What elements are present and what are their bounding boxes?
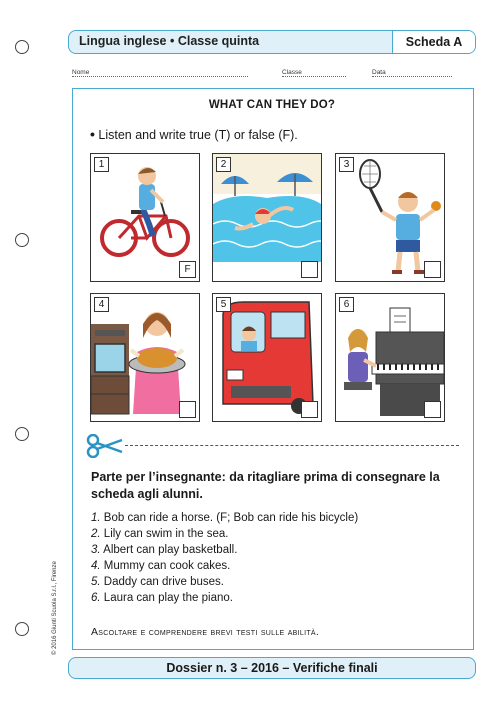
panel-number: 1	[94, 157, 109, 172]
picture-panel	[335, 153, 445, 282]
binder-hole	[15, 427, 29, 441]
date-label: Data	[372, 69, 386, 76]
binder-hole	[15, 233, 29, 247]
answer-box[interactable]	[424, 401, 441, 418]
binder-hole	[15, 40, 29, 54]
picture-panel	[90, 293, 200, 422]
picture-panel	[212, 153, 322, 282]
answer-box[interactable]	[301, 401, 318, 418]
answer-item	[91, 590, 358, 606]
panel-number: 5	[216, 297, 231, 312]
panel-number: 3	[339, 157, 354, 172]
picture-panel	[212, 293, 322, 422]
answer-text: Daddy can drive buses.	[103, 576, 224, 588]
answer-item	[91, 510, 358, 526]
date-field[interactable]	[372, 69, 452, 77]
answer-number: 1.	[91, 512, 101, 524]
bullet: •	[90, 126, 95, 142]
cut-line	[125, 445, 459, 446]
instruction-text: Listen and write true (T) or false (F).	[98, 128, 298, 142]
answer-text: Lily can swim in the sea.	[103, 528, 229, 540]
sheet-tag: Scheda A	[392, 31, 475, 53]
panel-number: 4	[94, 297, 109, 312]
answer-item	[91, 526, 358, 542]
answer-box[interactable]	[301, 261, 318, 278]
picture-panel	[335, 293, 445, 422]
answer-text: Albert can play basketball.	[103, 544, 238, 556]
instruction	[90, 126, 298, 142]
answer-number: 6.	[91, 592, 101, 604]
answer-text: Bob can ride a horse. (F; Bob can ride his bicycle)	[103, 512, 359, 524]
answer-item	[91, 558, 358, 574]
panel-number: 2	[216, 157, 231, 172]
name-label: Nome	[72, 69, 90, 76]
scissors-icon	[86, 434, 124, 458]
subject-label: Lingua inglese • Classe quinta	[79, 34, 260, 48]
footer-bar: Dossier n. 3 – 2016 – Verifiche finali	[68, 657, 476, 679]
answer-number: 4.	[91, 560, 101, 572]
answer-box[interactable]: F	[179, 261, 196, 278]
answer-key	[91, 510, 358, 606]
binder-hole	[15, 622, 29, 636]
copyright: © 2016 Giunti Scuola S.r.l., Firenze	[52, 561, 58, 655]
answer-number: 5.	[91, 576, 101, 588]
header-bar	[68, 30, 476, 54]
answer-box[interactable]	[424, 261, 441, 278]
answer-item	[91, 574, 358, 590]
name-field[interactable]	[72, 69, 248, 77]
class-field[interactable]	[282, 69, 346, 77]
skill-footnote: Ascoltare e comprendere brevi testi sulle abilità.	[91, 626, 320, 638]
teacher-heading: Parte per l’insegnante: da ritagliare prima di consegnare la scheda agli alunni.	[91, 470, 440, 501]
answer-text: Mummy can cook cakes.	[103, 560, 231, 572]
class-label: Classe	[282, 69, 302, 76]
answer-number: 3.	[91, 544, 101, 556]
answer-text: Laura can play the piano.	[103, 592, 233, 604]
panel-number: 6	[339, 297, 354, 312]
answer-item	[91, 542, 358, 558]
worksheet-title: WHAT CAN THEY DO?	[208, 99, 336, 111]
answer-box[interactable]	[179, 401, 196, 418]
picture-panel	[90, 153, 200, 282]
answer-number: 2.	[91, 528, 101, 540]
